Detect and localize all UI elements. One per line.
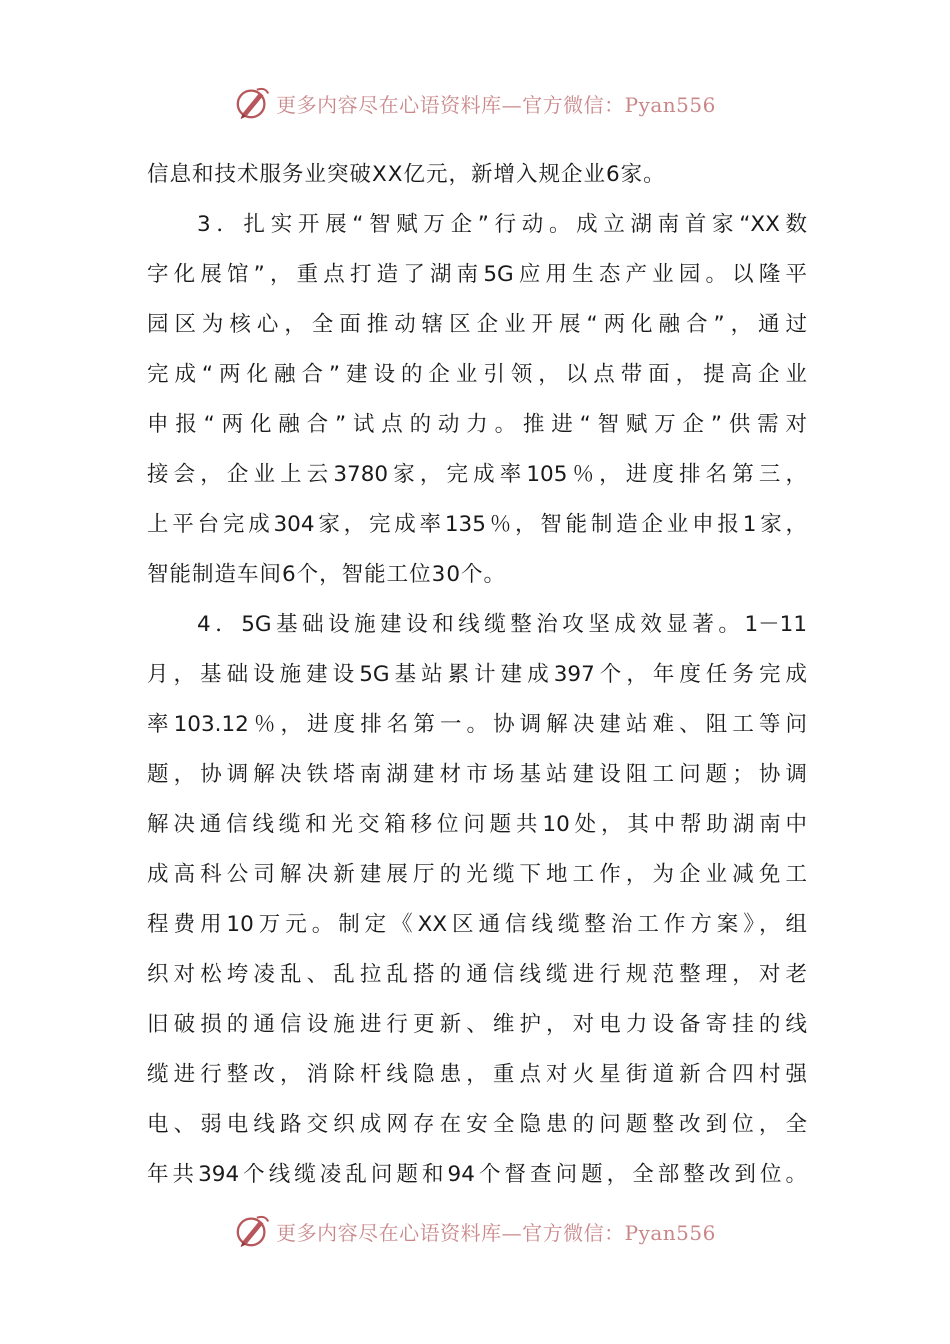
footer-watermark-banner: [0, 1209, 950, 1253]
text-line: 率103.12％，进度排名第一。协调解决建站难、阻工等问: [147, 712, 807, 737]
text-line: 字化展馆”，重点打造了湖南5G应用生态产业园。以隆平: [147, 262, 807, 287]
watermark-text: 更多内容尽在心语资料库—官方微信：Pyan556: [276, 1220, 716, 1245]
header-watermark-banner: [0, 81, 950, 125]
paragraph: [147, 150, 807, 200]
watermark-text: 更多内容尽在心语资料库—官方微信：Pyan556: [276, 92, 716, 117]
text-line: 织对松垮凌乱、乱拉乱搭的通信线缆进行规范整理，对老: [147, 962, 807, 987]
text-line: 成高科公司解决新建展厅的光缆下地工作，为企业减免工: [147, 862, 807, 887]
text-line: 缆进行整改，消除杆线隐患，重点对火星街道新合四村强: [147, 1062, 807, 1087]
text-line: 月，基础设施建设5G基站累计建成397个，年度任务完成: [147, 662, 807, 687]
document-body: [147, 150, 807, 1200]
text-line: 电、弱电线路交织成网存在安全隐患的问题整改到位，全: [147, 1112, 807, 1137]
paragraph: [147, 200, 807, 600]
text-line: 信息和技术服务业突破XX亿元，新增入规企业6家。: [147, 162, 666, 187]
pen-logo-icon: [234, 1212, 272, 1250]
text-line: 解决通信线缆和光交箱移位问题共10处，其中帮助湖南中: [147, 812, 807, 837]
text-line: 完成“两化融合”建设的企业引领，以点带面，提高企业: [147, 362, 807, 387]
text-line: 3．扎实开展“智赋万企”行动。成立湖南首家“XX数: [197, 212, 807, 237]
text-line: 4．5G基础设施建设和线缆整治攻坚成效显著。1－11: [197, 612, 807, 637]
text-line: 智能制造车间6个，智能工位30个。: [147, 562, 507, 587]
paragraph: [147, 600, 807, 1200]
text-line: 园区为核心，全面推动辖区企业开展“两化融合”，通过: [147, 312, 807, 337]
text-line: 接会，企业上云3780家，完成率105％，进度排名第三，: [147, 462, 807, 487]
text-line: 年共394个线缆凌乱问题和94个督查问题，全部整改到位。: [147, 1162, 807, 1187]
text-line: 旧破损的通信设施进行更新、维护，对电力设备寄挂的线: [147, 1012, 807, 1037]
text-line: 题，协调解决铁塔南湖建材市场基站建设阻工问题；协调: [147, 762, 807, 787]
text-line: 上平台完成304家，完成率135％，智能制造企业申报1家，: [147, 512, 807, 537]
pen-logo-icon: [234, 84, 272, 122]
text-line: 申报“两化融合”试点的动力。推进“智赋万企”供需对: [147, 412, 807, 437]
text-line: 程费用10万元。制定《XX区通信线缆整治工作方案》，组: [147, 912, 807, 937]
